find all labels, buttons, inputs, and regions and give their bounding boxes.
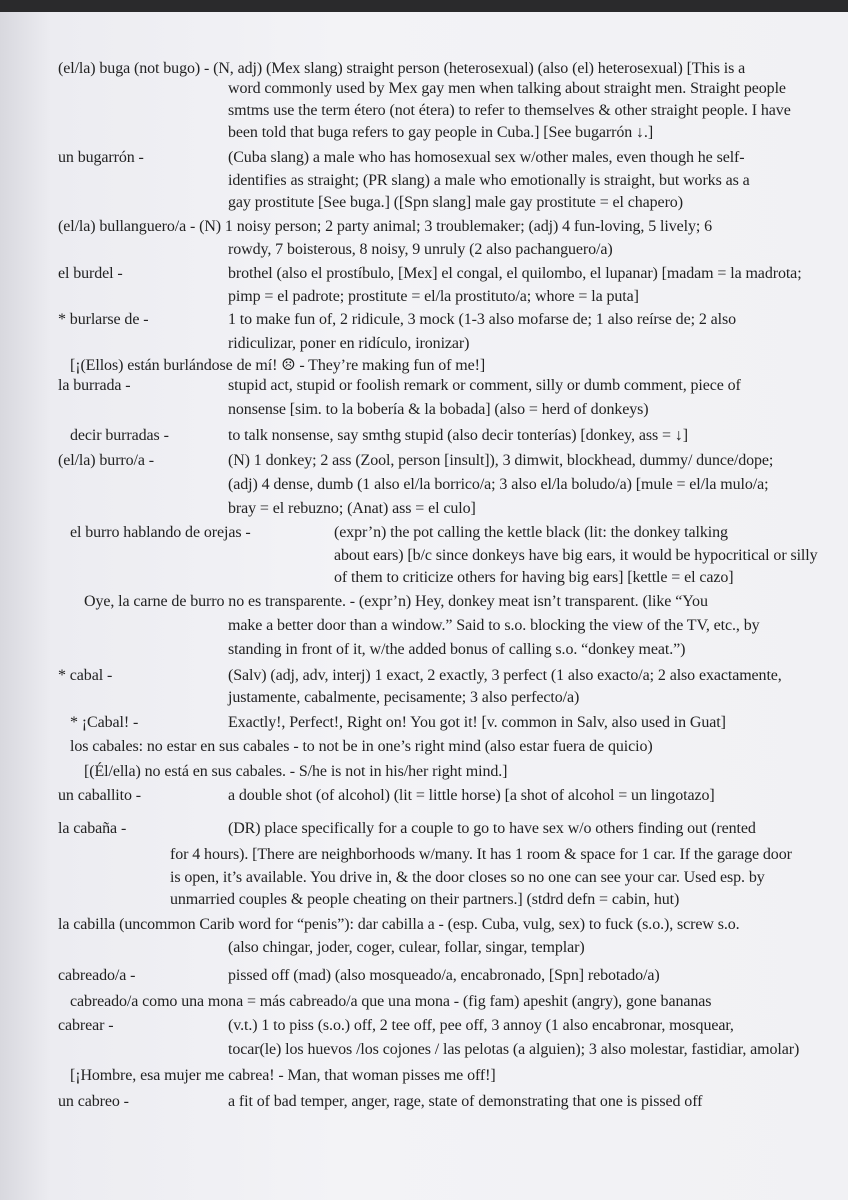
text-line-21b: (expr’n) the pot calling the kettle black (lit: the donkey talking (334, 524, 728, 541)
text-line-21: el burro hablando de orejas - (70, 524, 251, 541)
text-line-35: is open, it’s available. You drive in, & the door closes so no one can see your car. Used esp. by (170, 869, 765, 886)
text-line-31: [(Él/ella) no está en sus cabales. - S/he is not in his/her right mind.] (84, 763, 508, 780)
text-line-33: la cabaña - (58, 820, 127, 837)
text-line-17b: to talk nonsense, say smthg stupid (also decir tonterías) [donkey, ass = ↓] (228, 427, 688, 444)
text-line-32b: a double shot (of alcohol) (lit = little horse) [a shot of alcohol = un lingotazo] (228, 787, 715, 804)
text-line-11: pimp = el padrote; prostitute = el/la prostituto/a; whore = la puta] (228, 288, 639, 305)
text-line-06: identifies as straight; (PR slang) a male who emotionally is straight, but works as a (228, 172, 750, 189)
text-line-38: (also chingar, joder, coger, culear, follar, singar, templar) (228, 939, 585, 956)
text-line-27: * cabal - (58, 667, 113, 684)
text-line-41: cabrear - (58, 1017, 114, 1034)
text-line-39: cabreado/a - (58, 967, 136, 984)
text-line-44b: a fit of bad temper, anger, rage, state of demonstrating that one is pissed off (228, 1093, 703, 1110)
text-line-23: of them to criticize others for having big ears] [kettle = el cazo] (334, 569, 734, 586)
text-line-05: un bugarrón - (58, 149, 144, 166)
text-line-34: for 4 hours). [There are neighborhoods w/many. It has 1 room & space for 1 car. If the garage door (170, 846, 792, 863)
text-line-26: standing in front of it, w/the added bonus of calling s.o. “donkey meat.”) (228, 641, 686, 658)
text-line-12: * burlarse de - (58, 311, 149, 328)
text-line-22: about ears) [b/c since donkeys have big ears, it would be hypocritical or silly (334, 547, 818, 564)
text-line-27b: (Salv) (adj, adv, interj) 1 exact, 2 exactly, 3 perfect (1 also exacto/a; 2 also exactamente, (228, 667, 782, 684)
text-line-13: ridiculizar, poner en ridículo, ironizar) (228, 335, 470, 352)
text-line-19: (adj) 4 dense, dumb (1 also el/la borrico/a; 3 also el/la boludo/a) [mule = el/la mulo/a; (228, 476, 769, 493)
text-line-10: el burdel - (58, 265, 123, 282)
text-line-39b: pissed off (mad) (also mosqueado/a, encabronado, [Spn] rebotado/a) (228, 967, 660, 984)
text-line-32: un caballito - (58, 787, 142, 804)
text-line-15: la burrada - (58, 377, 131, 394)
text-line-37: la cabilla (uncommon Carib word for “penis”): dar cabilla a - (esp. Cuba, vulg, sex) to fuck (s.o.), screw s.o. (58, 916, 740, 933)
text-line-05b: (Cuba slang) a male who has homosexual sex w/other males, even though he self- (228, 149, 745, 166)
text-line-09: rowdy, 7 boisterous, 8 noisy, 9 unruly (2 also pachanguero/a) (228, 241, 613, 258)
text-line-04: been told that buga refers to gay people in Cuba.] [See bugarrón ↓.] (228, 124, 654, 141)
text-line-12b: 1 to make fun of, 2 ridicule, 3 mock (1-3 also mofarse de; 1 also reírse de; 2 also (228, 311, 736, 328)
text-line-02: word commonly used by Mex gay men when talking about straight men. Straight people (228, 80, 786, 97)
text-line-43: [¡Hombre, esa mujer me cabrea! - Man, that woman pisses me off!] (70, 1067, 496, 1084)
text-line-20: bray = el rebuzno; (Anat) ass = el culo] (228, 500, 476, 517)
text-line-40: cabreado/a como una mona = más cabreado/a que una mona - (fig fam) apeshit (angry), gone bananas (70, 993, 712, 1010)
text-line-15b: stupid act, stupid or foolish remark or comment, silly or dumb comment, piece of (228, 377, 741, 394)
text-line-29: * ¡Cabal! - (70, 714, 139, 731)
text-line-44: un cabreo - (58, 1093, 129, 1110)
text-line-24: Oye, la carne de burro no es transparente. - (expr’n) Hey, donkey meat isn’t transparent. (like “You (84, 593, 708, 610)
text-line-28: justamente, cabalmente, pecisamente; 3 also perfecto/a) (228, 689, 580, 706)
text-line-17: decir burradas - (70, 427, 169, 444)
text-line-36: unmarried couples & people cheating on their partners.] (stdrd defn = cabin, hut) (170, 891, 680, 908)
text-line-18b: (N) 1 donkey; 2 ass (Zool, person [insult]), 3 dimwit, blockhead, dummy/ dunce/dope; (228, 452, 774, 469)
text-line-42: tocar(le) los huevos /los cojones / las pelotas (a alguien); 3 also molestar, fastidiar, amolar) (228, 1041, 800, 1058)
top-edge (0, 0, 848, 12)
text-line-30: los cabales: no estar en sus cabales - to not be in one’s right mind (also estar fuera de quicio) (70, 738, 653, 755)
text-line-16: nonsense [sim. to la bobería & la bobada] (also = herd of donkeys) (228, 401, 649, 418)
text-line-41b: (v.t.) 1 to piss (s.o.) off, 2 tee off, pee off, 3 annoy (1 also encabronar, mosquear, (228, 1017, 734, 1034)
text-line-07: gay prostitute [See buga.] ([Spn slang] male gay prostitute = el chapero) (228, 194, 683, 211)
text-line-01: (el/la) buga (not bugo) - (N, adj) (Mex slang) straight person (heterosexual) (also (el) heterosexual) [This is a (58, 60, 746, 77)
text-line-29b: Exactly!, Perfect!, Right on! You got it! [v. common in Salv, also used in Guat] (228, 714, 726, 731)
text-line-03: smtms use the term étero (not étera) to refer to themselves & other straight people. I have (228, 102, 791, 119)
text-line-10b: brothel (also el prostíbulo, [Mex] el congal, el quilombo, el lupanar) [madam = la madrota; (228, 265, 802, 282)
text-line-18: (el/la) burro/a - (58, 452, 155, 469)
text-line-25: make a better door than a window.” Said to s.o. blocking the view of the TV, etc., by (228, 617, 760, 634)
text-line-08: (el/la) bullanguero/a - (N) 1 noisy person; 2 party animal; 3 troublemaker; (adj) 4 fun-loving, 5 lively; 6 (58, 218, 713, 235)
text-line-33b: (DR) place specifically for a couple to go to have sex w/o others finding out (rented (228, 820, 756, 837)
text-line-14: [¡(Ellos) están burlándose de mí! ☹ - They’re making fun of me!] (70, 357, 486, 374)
